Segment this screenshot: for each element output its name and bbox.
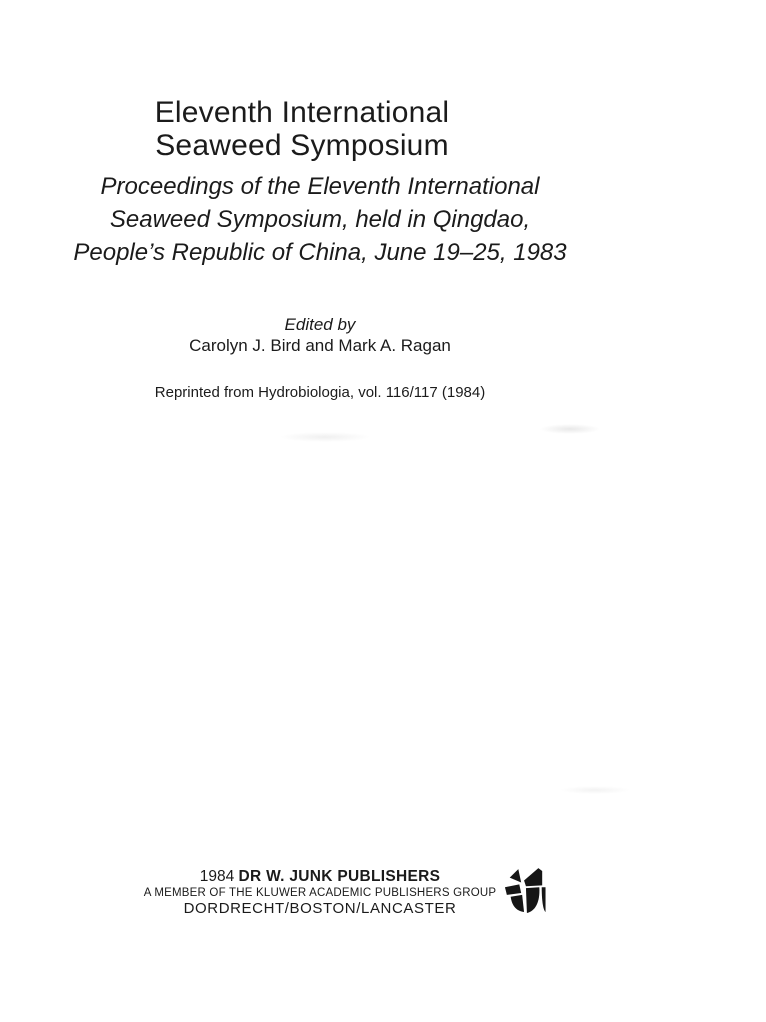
book-title-line2: Seaweed Symposium <box>155 129 449 162</box>
publisher-name: DR W. JUNK PUBLISHERS <box>238 868 441 885</box>
edited-by-label: Edited by <box>284 315 356 334</box>
publisher-cities: DORDRECHT/BOSTON/LANCASTER <box>183 900 457 917</box>
book-subtitle-line2: Seaweed Symposium, held in Qingdao, <box>109 206 531 233</box>
editors-section <box>30 314 610 357</box>
book-title <box>12 96 592 162</box>
scan-artifact <box>560 786 630 794</box>
kluwer-publisher-logo-icon <box>504 867 546 917</box>
editor-names: Carolyn J. Bird and Mark A. Ragan <box>189 336 451 355</box>
book-subtitle-line1: Proceedings of the Eleventh International <box>100 173 540 200</box>
scan-artifact <box>540 424 600 434</box>
reprint-note: Reprinted from Hydrobiologia, vol. 116/117 (1984) <box>154 384 486 401</box>
book-subtitle-line3: People’s Republic of China, June 19–25, 1983 <box>73 239 567 266</box>
publisher-member-line: A MEMBER OF THE KLUWER ACADEMIC PUBLISHERS GROUP <box>143 887 497 899</box>
scan-artifact <box>280 432 370 442</box>
book-subtitle <box>30 170 610 269</box>
book-title-line1: Eleventh International <box>154 96 450 129</box>
imprint-year: 1984 <box>199 868 235 885</box>
